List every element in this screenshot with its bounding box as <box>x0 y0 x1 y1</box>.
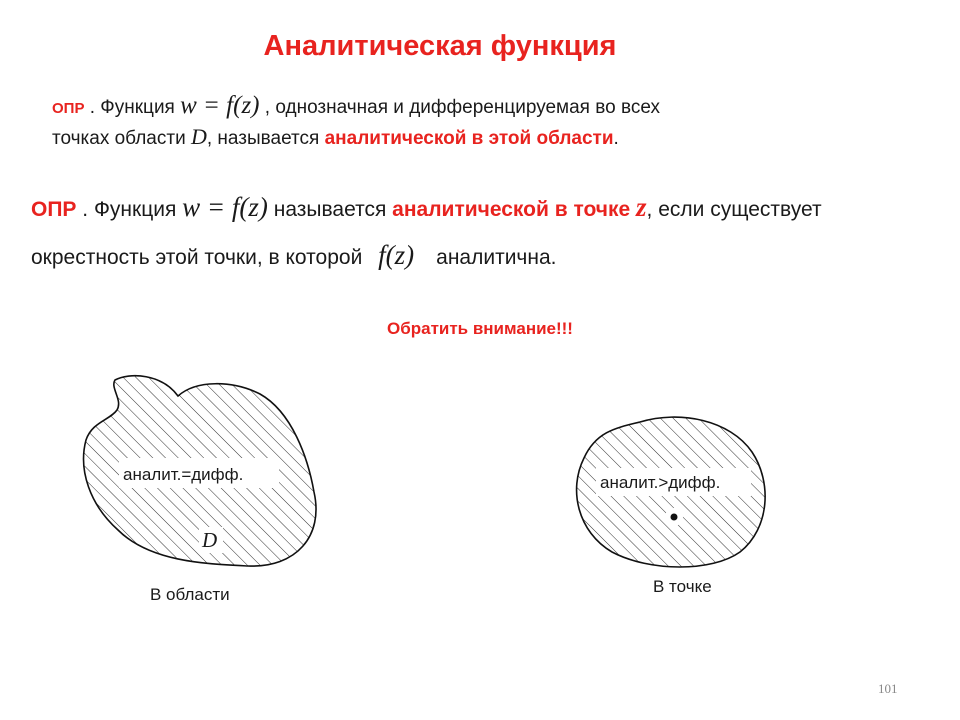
attention-note: Обратить внимание!!! <box>387 319 573 338</box>
definition-1-text: , однозначная и дифференцируемая во всех <box>259 97 661 118</box>
definition-2-label: ОПР <box>31 198 77 221</box>
definition-1-formula: w = f(z) <box>180 92 260 119</box>
left-figure-caption: В области <box>150 585 230 604</box>
definition-1-line-2-start: точках области <box>52 128 191 149</box>
definition-2-mid: называется <box>267 198 393 221</box>
definition-1-line-2-mid: , называется <box>206 128 325 149</box>
right-figure-caption: В точке <box>653 577 712 596</box>
definition-1-region: D <box>190 124 207 149</box>
definition-1-highlight: аналитической в этой области <box>324 128 614 149</box>
definition-1-label: ОПР <box>52 100 85 117</box>
definition-2-point: z <box>636 192 647 222</box>
definition-2-lead: . Функция <box>76 198 183 221</box>
definition-2-text: , если существует <box>646 198 822 221</box>
definition-1-lead: . Функция <box>84 97 181 118</box>
point-dot <box>671 514 678 521</box>
right-figure-label: аналит.>дифф. <box>600 473 721 492</box>
definition-2-func: f(z) <box>378 240 415 270</box>
region-letter: D <box>202 528 218 552</box>
definition-2-highlight: аналитической в точке <box>392 198 637 221</box>
definition-2-line-2-end: аналитична. <box>436 246 557 269</box>
slide-title: Аналитическая функция <box>263 30 617 62</box>
left-figure-label: аналит.=дифф. <box>123 465 244 484</box>
page-number: 101 <box>878 681 898 696</box>
definition-1-line-2-end: . <box>613 128 619 149</box>
definition-2-formula: w = f(z) <box>182 192 268 222</box>
definition-2-line-2-start: окрестность этой точки, в которой <box>31 246 369 269</box>
